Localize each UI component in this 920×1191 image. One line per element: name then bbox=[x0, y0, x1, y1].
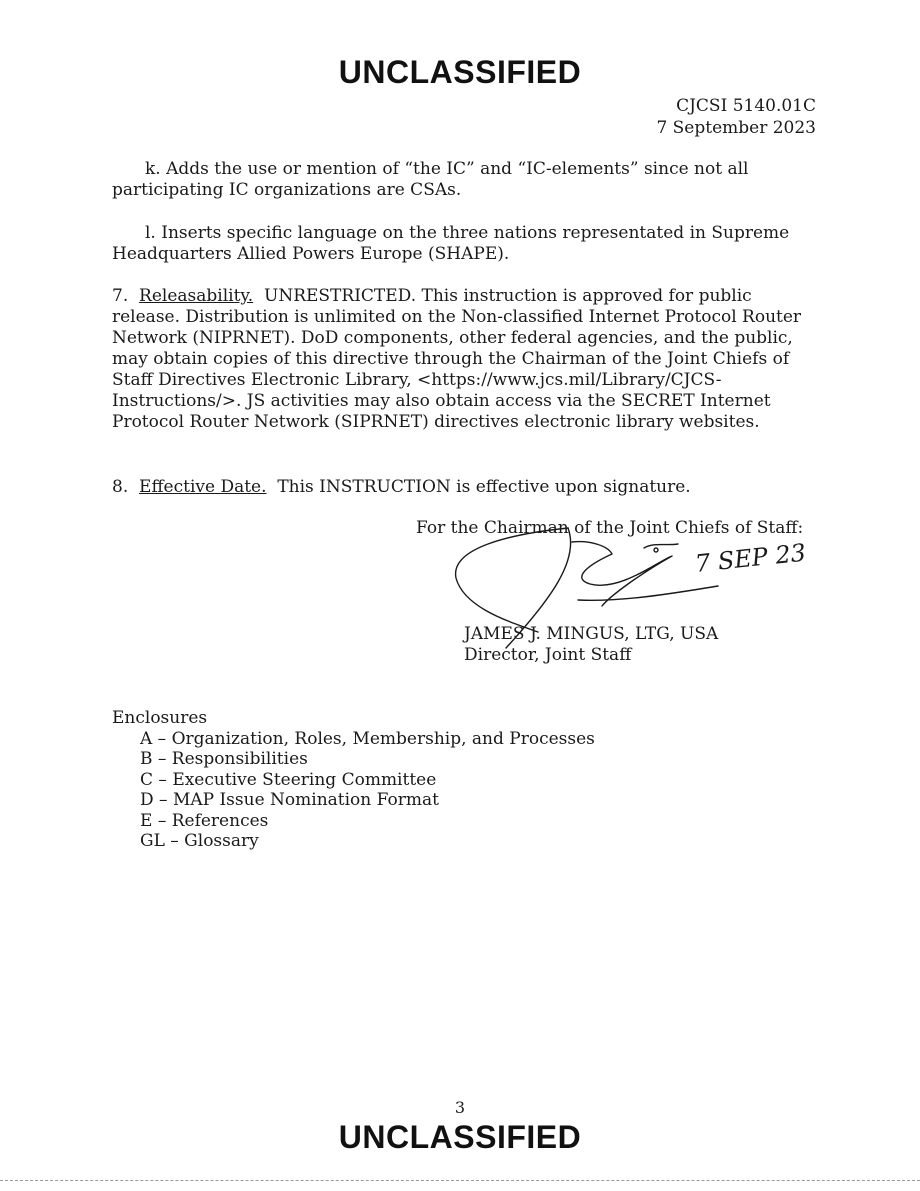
paragraph-heading: Effective Date. bbox=[139, 477, 267, 497]
paragraph-releasability bbox=[112, 286, 812, 433]
paragraph-l: l. Inserts specific language on the three nations representated in Supreme Headquarters Allied Powers Europe (SHAPE). bbox=[112, 223, 790, 264]
enclosures-heading: Enclosures bbox=[112, 708, 208, 728]
paragraph-body: This INSTRUCTION is effective upon signature. bbox=[277, 477, 691, 497]
paragraph-body: UNRESTRICTED. This instruction is approved for public release. Distribution is unlimited on the Non-classified Internet Protocol Router Network (NIPRNET). DoD components, other federal agencies, and the public, may obtain copies of this directive through the Chairman of the Joint Chiefs of Staff Directives Electronic Library, <https://www.jcs.mil/Library/CJCS-Instructions/>. JS activities may also obtain access via the SECRET Internet Protocol Router Network (SIPRNET) directives electronic library websites. bbox=[112, 286, 802, 432]
enclosure-item-c: C – Executive Steering Committee bbox=[140, 769, 437, 790]
signatory-title: Director, Joint Staff bbox=[464, 645, 632, 665]
paragraph-number: 8. bbox=[112, 477, 129, 497]
document-identifier bbox=[656, 95, 816, 139]
enclosure-item-b: B – Responsibilities bbox=[140, 749, 308, 769]
enclosure-item-a: A – Organization, Roles, Membership, and Processes bbox=[140, 728, 595, 749]
handwritten-signature bbox=[440, 520, 840, 660]
paragraph-k: k. Adds the use or mention of “the IC” and “IC-elements” since not all participating IC organizations are CSAs. bbox=[112, 159, 749, 200]
page-number: 3 bbox=[454, 1098, 466, 1117]
classification-banner-top: UNCLASSIFIED bbox=[338, 54, 582, 90]
classification-banner-bottom: UNCLASSIFIED bbox=[338, 1119, 582, 1155]
signatory-name: JAMES J. MINGUS, LTG, USA bbox=[464, 624, 719, 644]
paragraph-heading: Releasability. bbox=[139, 286, 254, 306]
signature-for-line: For the Chairman of the Joint Chiefs of Staff: bbox=[416, 518, 804, 538]
enclosures-list bbox=[112, 729, 595, 852]
enclosure-item-e: E – References bbox=[140, 810, 269, 831]
document-number: CJCSI 5140.01C bbox=[676, 96, 816, 116]
enclosure-item-d: D – MAP Issue Nomination Format bbox=[140, 790, 439, 810]
handwritten-date: 7 SEP 23 bbox=[693, 538, 808, 578]
enclosure-item-gl: GL – Glossary bbox=[140, 831, 259, 851]
paragraph-number: 7. bbox=[112, 286, 129, 306]
paragraph-effective-date bbox=[112, 477, 812, 498]
enclosures-section bbox=[112, 708, 595, 852]
document-date: 7 September 2023 bbox=[656, 118, 816, 138]
bottom-divider bbox=[0, 1180, 920, 1181]
